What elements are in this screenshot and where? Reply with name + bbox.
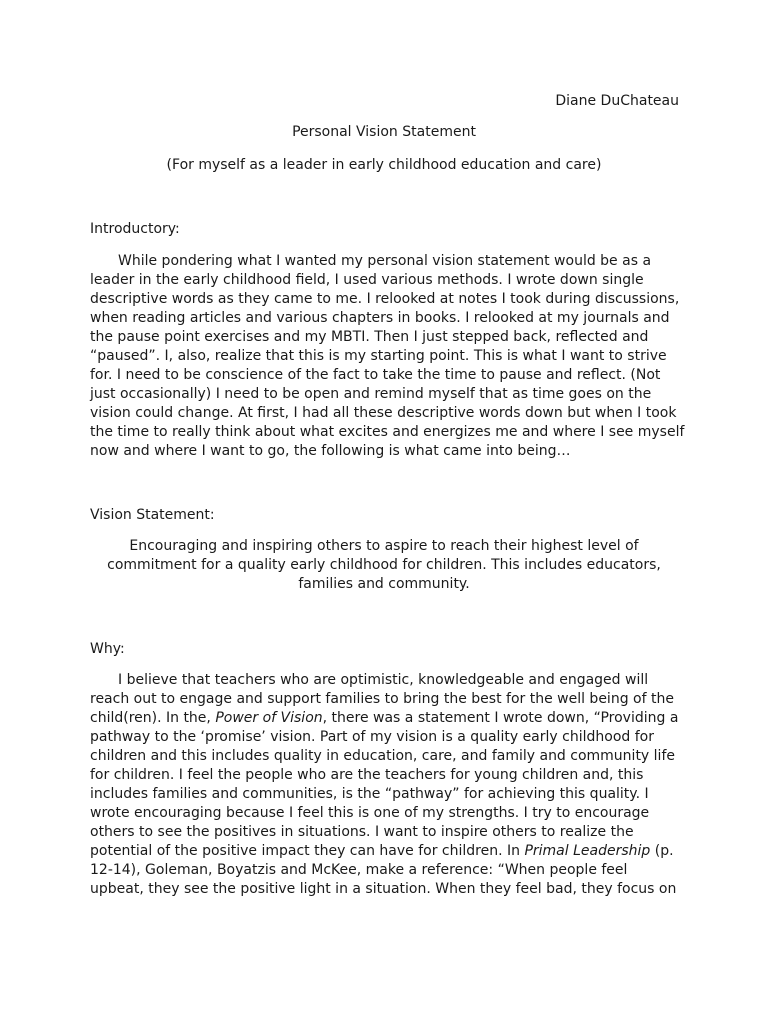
introductory-heading: Introductory: [90,221,180,237]
paragraph-line: just occasionally) I need to be open and remind myself that as time goes on the [90,386,652,402]
paragraph-line: vision could change. At first, I had all these descriptive words down but when I took [90,405,677,421]
paragraph-line: when reading articles and various chapters in books. I relooked at my journals and [90,310,670,326]
paragraph-line: leader in the early childhood field, I used various methods. I wrote down single [90,272,644,288]
paragraph-line: for. I need to be conscience of the fact to take the time to pause and reflect. (Not [90,367,661,383]
paragraph-line [90,842,690,861]
line-text: child(ren). In the, [90,710,216,726]
paragraph-line: children and this includes quality in education, care, and family and community life [90,748,675,764]
line-text: potential of the positive impact they can have for children. In [90,843,525,859]
vision-line: commitment for a quality early childhood for children. This includes educators, [107,557,661,573]
paragraph-line: includes families and communities, is the “pathway” for achieving this quality. I [90,786,649,802]
line-text: , there was a statement I wrote down, “Providing a [322,710,679,726]
document-title: Personal Vision Statement [292,124,476,140]
paragraph-line: reach out to engage and support families to bring the best for the well being of the [90,691,674,707]
book-title-primal-leadership: Primal Leadership [524,843,651,859]
paragraph-line: others to see the positives in situations. I want to inspire others to realize the [90,824,634,840]
document-subtitle: (For myself as a leader in early childhood education and care) [166,157,602,173]
paragraph-line: pathway to the ‘promise’ vision. Part of my vision is a quality early childhood for [90,729,654,745]
paragraph-line: wrote encouraging because I feel this is one of my strengths. I try to encourage [90,805,650,821]
vision-heading: Vision Statement: [90,507,215,523]
vision-line: Encouraging and inspiring others to aspire to reach their highest level of [129,538,639,554]
paragraph-line [90,709,690,728]
author-name: Diane DuChateau [555,93,679,109]
paragraph-line: the time to really think about what excites and energizes me and where I see myself [90,424,685,440]
paragraph-line: “paused”. I, also, realize that this is my starting point. This is what I want to strive [90,348,667,364]
vision-line: families and community. [298,576,470,592]
paragraph-line: 12-14), Goleman, Boyatzis and McKee, make a reference: “When people feel [90,862,628,878]
paragraph-line: now and where I want to go, the following is what came into being… [90,443,571,459]
paragraph-line: I believe that teachers who are optimistic, knowledgeable and engaged will [118,672,649,688]
paragraph-line: the pause point exercises and my MBTI. Then I just stepped back, reflected and [90,329,649,345]
paragraph-line: descriptive words as they came to me. I relooked at notes I took during discussions, [90,291,680,307]
vision-statement [90,537,678,594]
why-paragraph [90,671,690,899]
paragraph-line: for children. I feel the people who are the teachers for young children and, this [90,767,644,783]
book-title-power-of-vision: Power of Vision [215,710,323,726]
why-heading: Why: [90,641,125,657]
paragraph-line: While pondering what I wanted my personal vision statement would be as a [118,253,652,269]
introductory-paragraph [90,252,690,461]
line-text: (p. [650,843,674,859]
paragraph-line: upbeat, they see the positive light in a situation. When they feel bad, they focus on [90,881,677,897]
